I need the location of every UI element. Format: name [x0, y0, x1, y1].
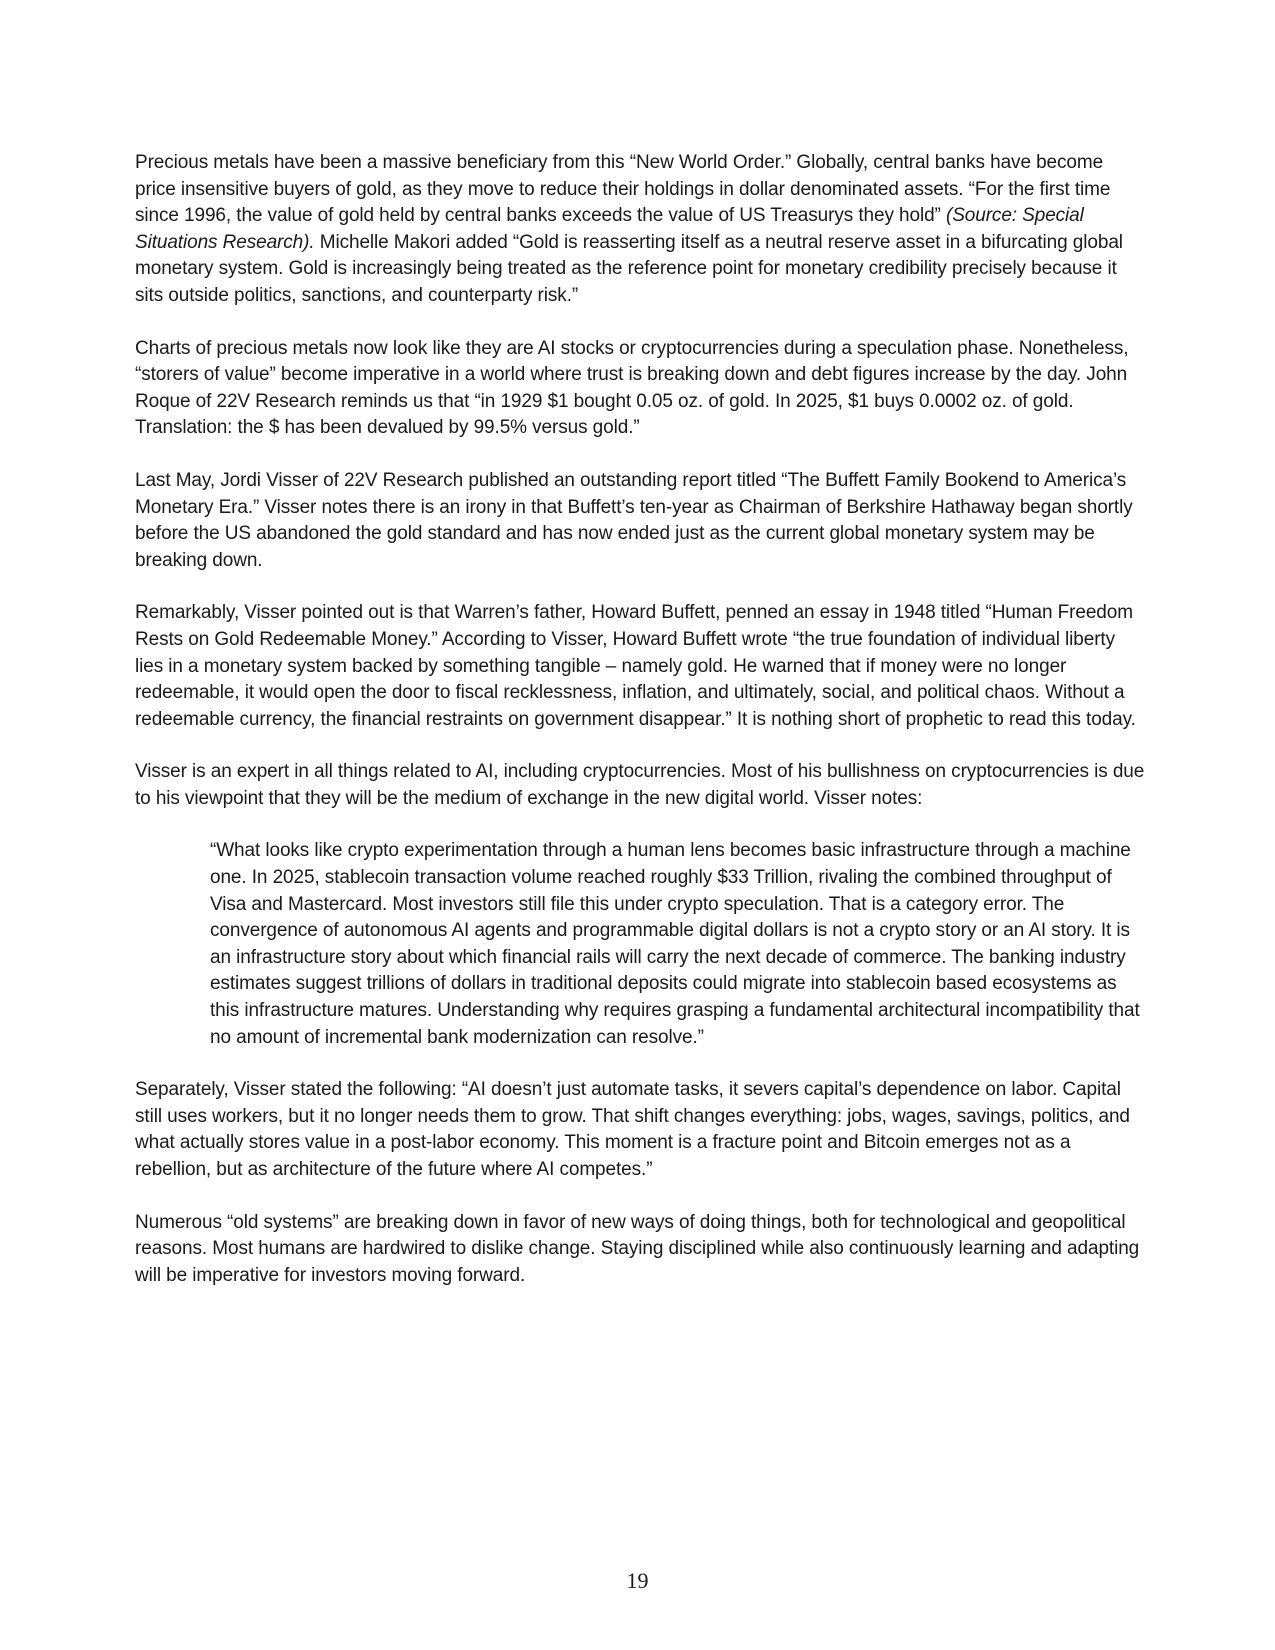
paragraph-howard-buffett: Remarkably, Visser pointed out is that Warren’s father, Howard Buffett, penned an essay in 1948 titled “Human Freedom Rests on Gold Redeemable Money.” According to Visser, Howard Buffett wrote “the true foundation of individual liberty lies in a monetary system backed by something tangible – namely gold. He warned that if money were no longer redeemable, it would open the door to fiscal recklessness, inflation, and ultimately, social, and political chaos. Without a redeemable currency, the financial restraints on government disappear.” It is nothing short of prophetic to read this today.: [135, 602, 1136, 730]
paragraph-visser-capital: Separately, Visser stated the following: “AI doesn’t just automate tasks, it severs capital’s dependence on labor. Capital still uses workers, but it no longer needs them to grow. That shift changes everything: jobs, wages, savings, politics, and what actually stores value in a post-labor economy. This moment is a fracture point and Bitcoin emerges not as a rebellion, but as architecture of the future where AI competes.”: [135, 1079, 1130, 1180]
block-quote: “What looks like crypto experimentation through a human lens becomes basic infrastructure through a machine one. In 2025, stablecoin transaction volume reached roughly $33 Trillion, rivaling the combined throughput of Visa and Mastercard. Most investors still file this under crypto speculation. That is a category error. The convergence of autonomous AI agents and programmable digital dollars is not a crypto story or an AI story. It is an infrastructure story about which financial rails will carry the next decade of commerce. The banking industry estimates suggest trillions of dollars in traditional deposits could migrate into stablecoin based ecosystems as this infrastructure matures. Understanding why requires grasping a fundamental architectural incompatibility that no amount of incremental bank modernization can resolve.”: [210, 840, 1140, 1048]
paragraph-text: Precious metals have been a massive beneficiary from this “New World Order.” Globally, central banks have become price insensitive buyers of gold, as they move to reduce their holdings in dollar denominated assets. “For the first time since 1996, the value of gold held by central banks exceeds the value of US Treasurys they hold”: [135, 152, 1111, 227]
paragraph-charts: Charts of precious metals now look like they are AI stocks or cryptocurrencies during a speculation phase. Nonetheless, “storers of value” become imperative in a world where trust is breaking down and debt figures increase by the day. John Roque of 22V Research reminds us that “in 1929 $1 bought 0.05 oz. of gold. In 2025, $1 buys 0.0002 oz. of gold. Translation: the $ has been devalued by 99.5% versus gold.”: [135, 337, 1129, 439]
body-text: [135, 150, 1145, 1315]
paragraph-old-systems: Numerous “old systems” are breaking down in favor of new ways of doing things, both for technological and geopolitical reasons. Most humans are hardwired to dislike change. Staying disciplined while also continuously learning and adapting will be imperative for investors moving forward.: [135, 1211, 1140, 1286]
paragraph-buffett-bookend: Last May, Jordi Visser of 22V Research published an outstanding report titled “The Buffett Family Bookend to America’s Monetary Era.” Visser notes there is an irony in that Buffett’s ten-year as Chairman of Berkshire Hathaway began shortly before the US abandoned the gold standard and has now ended just as the current global monetary system may be breaking down.: [135, 469, 1133, 571]
paragraph-text: Michelle Makori added “Gold is reasserting itself as a neutral reserve asset in a bifurcating global monetary system. Gold is increasingly being treated as the reference point for monetary credibility precisely because it sits outside politics, sanctions, and counterparty risk.”: [135, 231, 1123, 306]
paragraph-precious-metals: [135, 150, 1145, 310]
source-citation: (Source: Special Situations Research).: [135, 205, 1084, 253]
page-number: 19: [626, 1568, 649, 1593]
paragraph-visser-ai: Visser is an expert in all things related to AI, including cryptocurrencies. Most of his bullishness on cryptocurrencies is due to his viewpoint that they will be the medium of exchange in the new digital world. Visser notes:: [135, 761, 1145, 809]
